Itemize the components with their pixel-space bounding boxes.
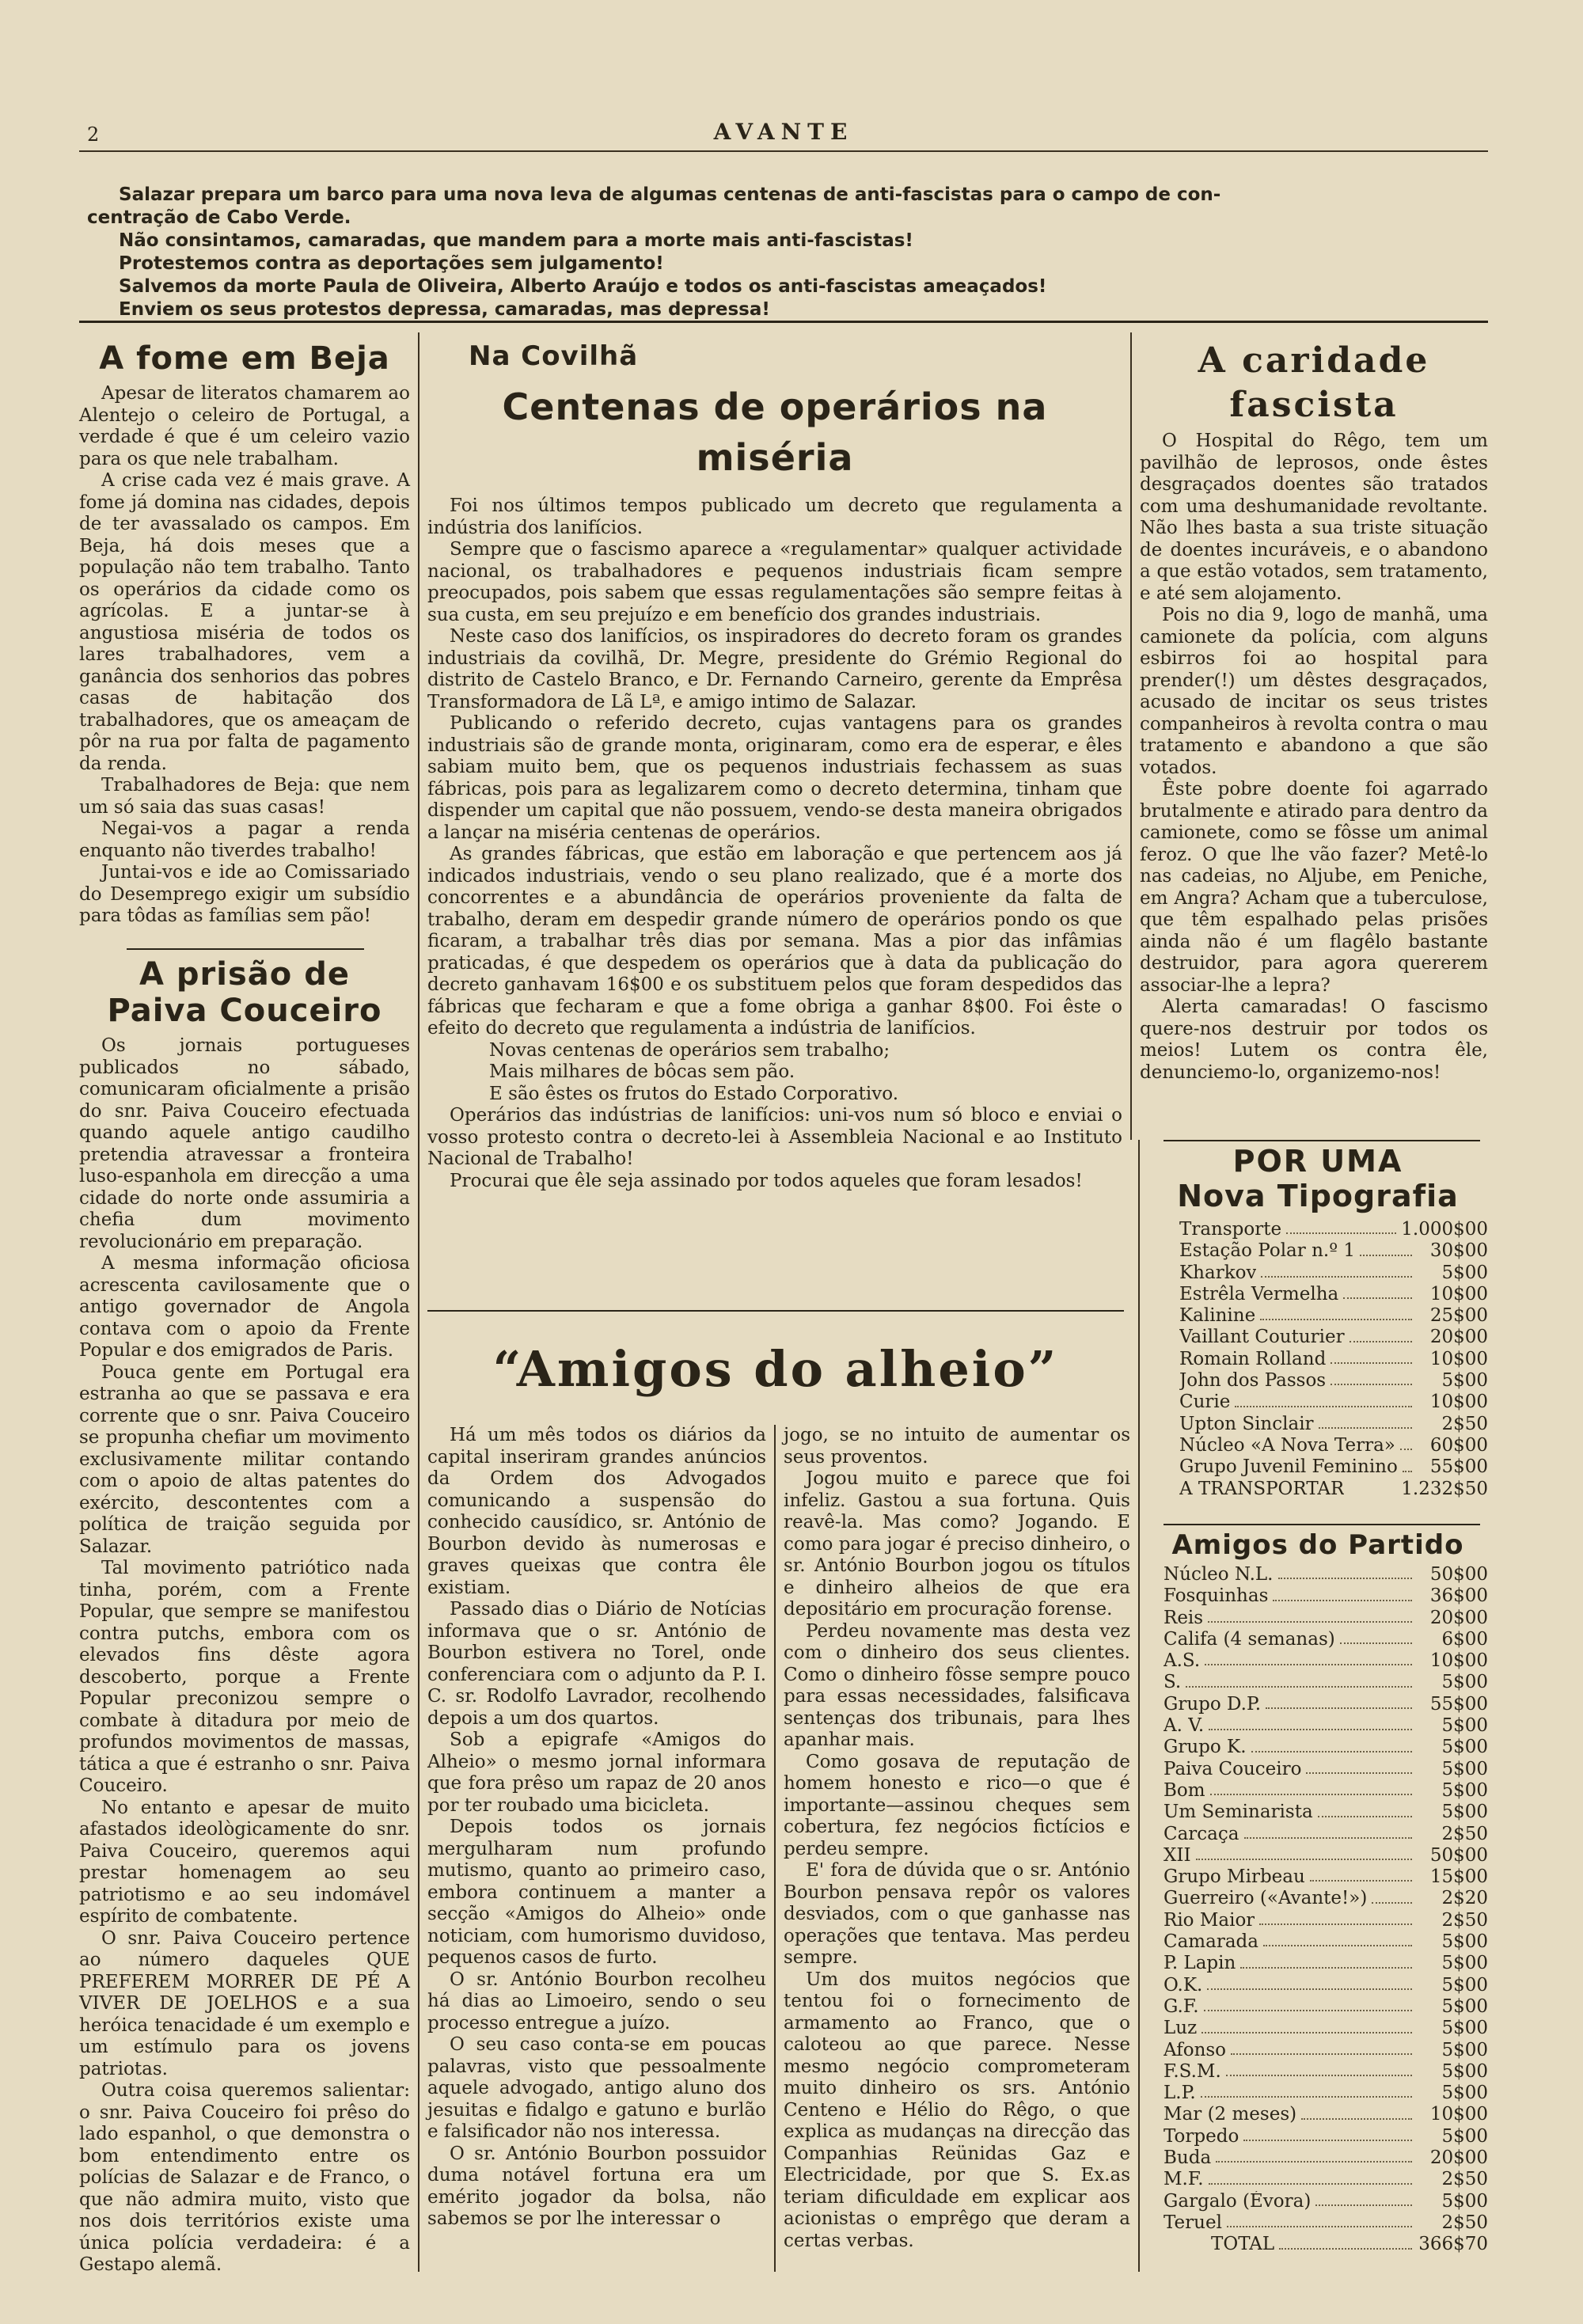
item-name: A.S. (1164, 1650, 1201, 1672)
column-separator (1138, 1140, 1140, 2272)
article-title: “Amigos do alheio” (492, 1340, 1059, 1398)
leader-dots (1259, 1910, 1412, 1925)
item-value: 10$00 (1429, 1283, 1488, 1304)
leader-dots (1286, 1219, 1396, 1234)
paragraph: E' fora de dúvida que o sr. António Bourbon pensava repôr os valores desviados, com o que ganhasse nas operações que tentava. Mas perdeu sempre. (784, 1860, 1130, 1968)
paragraph: No entanto e apesar de muito afastados ideològicamente do snr. Paiva Couceiro, queremos aqui prestar homenagem ao seu patriotismo e ao seu indomável espírito de combatente. (79, 1797, 410, 1927)
item-value: 15$00 (1429, 1866, 1488, 1888)
column-separator (418, 332, 419, 2272)
leader-dots (1350, 1327, 1412, 1342)
paragraph: Jogou muito e parece que foi infeliz. Gastou a sua fortuna. Quis reavê-la. Mas como? Jogando. E como para jogar é preciso dinheiro, o sr. António Bourbon jogou os títulos e dinheiro alheios de que era depositário em procuração forense. (784, 1468, 1130, 1620)
paragraph: Sob a epigrafe «Amigos do Alheio» o mesmo jornal informara que fora prêso um rapaz de 20 anos por ter roubado uma bicicleta. (427, 1730, 766, 1816)
article-title: A caridade (1198, 340, 1430, 381)
leader-dots (1201, 2083, 1412, 2098)
banner-line: Enviem os seus protestos depressa, camaradas, mas depressa! (119, 299, 770, 320)
paragraph: Pouca gente em Portugal era estranha ao que se passava e era corrente que o snr. Paiva Couceiro se propunha chefiar um movimento exclusivamente militar contando com o apoio de altas patentes do exército, descontentes com a política de traição seguida por Salazar. (79, 1361, 410, 1557)
item-name: Fosquinhas (1164, 1585, 1269, 1607)
paragraph: O seu caso conta-se em poucas palavras, visto que pessoalmente aquele advogado, antigo aluno dos jesuitas e fidalgo e gatuno e burlão e falsificador não nos interessa. (427, 2034, 766, 2142)
item-value: 5$00 (1441, 1996, 1488, 2017)
list-item (1164, 2212, 1488, 2234)
article-beja (79, 339, 410, 928)
leader-dots (1372, 1888, 1412, 1903)
list-item (1164, 1953, 1488, 1974)
column-separator (1130, 332, 1132, 1140)
paragraph: A mesma informação oficiosa acrescenta cavilosamente que o antigo governador de Angola contava com o apoio da Frente Popular e dos emigrados de Paris. (79, 1253, 410, 1361)
leader-dots (1227, 2212, 1412, 2227)
item-value: 1.000$00 (1401, 1219, 1488, 1240)
item-name: Califa (4 semanas) (1164, 1628, 1335, 1650)
list-item (1164, 1672, 1488, 1693)
paragraph: Os jornais portugueses publicados no sábado, comunicaram oficialmente a prisão do snr. Paiva Couceiro efectuada quando aquele antigo caudilho pretendia atravessar a fronteira luso-espanhola em direcção a uma cidade do norte onde assumiria a chefia dum movimento revolucionário em preparação. (79, 1035, 410, 1252)
list-title: Nova Tipografia (1177, 1179, 1459, 1213)
item-value: 5$00 (1441, 2083, 1488, 2104)
list-item (1164, 1824, 1488, 1845)
paragraph: Como gosava de reputação de homem honesto e rico—o que é importante—assinou cheques sem cobertura, fez negócios fictícios e perdeu sempre. (784, 1751, 1130, 1859)
paragraph: Apesar de literatos chamarem ao Alentejo o celeiro de Portugal, a verdade é que é um celeiro vazio para os que nele trabalham. (79, 383, 410, 469)
item-name: Luz (1164, 2018, 1198, 2039)
leader-dots (1306, 1759, 1412, 1774)
item-value: 5$00 (1441, 2039, 1488, 2060)
list-item (1179, 1284, 1488, 1305)
paragraph: Negai-vos a pagar a renda enquanto não tiverdes trabalho! (79, 818, 410, 861)
item-value: 5$00 (1441, 1953, 1488, 1974)
paragraph: Neste caso dos lanifícios, os inspiradores do decreto foram os grandes industriais da covilhã, Dr. Megre, presidente do Grémio Regional do distrito de Castelo Branco, e Dr. Fernando Carneiro, gerente da Emprêsa Transformadora de Lã Lª, e amigo intimo de Salazar. (427, 626, 1122, 712)
item-value: 10$00 (1429, 1650, 1488, 1672)
leader-dots (1273, 1585, 1412, 1601)
leader-dots (1209, 2169, 1412, 2184)
item-name: F.S.M. (1164, 2060, 1221, 2082)
leader-dots (1301, 2104, 1412, 2119)
list-item (1164, 1780, 1488, 1802)
column-separator (774, 1425, 776, 2272)
banner-line: Salazar prepara um barco para uma nova leva de algumas centenas de anti-fascistas para o campo de con- (119, 184, 1221, 205)
leader-dots (1210, 1780, 1412, 1795)
list-title: POR UMA (1232, 1144, 1403, 1179)
list-item (1164, 1585, 1488, 1607)
item-value: 5$00 (1441, 1672, 1488, 1693)
leader-dots (1318, 1802, 1412, 1817)
list-item (1179, 1349, 1488, 1370)
list-item (1164, 1975, 1488, 1996)
article-title: A prisão de (139, 956, 350, 993)
leader-dots (1235, 1392, 1412, 1407)
paragraph: O Hospital do Rêgo, tem um pavilhão de leprosos, onde êstes desgraçados doentes são tratados com uma deshumanidade revoltante. Não lhes basta a sua triste situação de doentes incuráveis, e o abandono a que estão votados, sem tratamento, e até sem alojamento. (1140, 431, 1488, 604)
paragraph: Passado dias o Diário de Notícias informava que o sr. António de Bourbon estivera no Torel, onde conferenciara com o adjunto da P. I. C. sr. Rodolfo Lavrador, recolhendo depois a um dos quartos. (427, 1599, 766, 1729)
list-item (1179, 1327, 1488, 1348)
paragraph: Operários das indústrias de lanifícios: uni-vos num só bloco e enviai o vosso protesto contra o decreto-lei à Assembleia Nacional e ao Instituto Nacional de Trabalho! (427, 1105, 1122, 1169)
article-kicker: Na Covilhã (469, 340, 639, 372)
leader-dots (1340, 1629, 1412, 1644)
paragraph: Outra coisa queremos salientar: o snr. Paiva Couceiro foi prêso do lado espanhol, o que demonstra o bom entendimento entre os polícias de Salazar e de Franco, o que não admira muito, visto que nos dois territórios existe uma única polícia verdadeira: é a Gestapo alemã. (79, 2080, 410, 2275)
leader-dots (1240, 1953, 1412, 1968)
paragraph: Publicando o referido decreto, cujas vantagens para os grandes industriais são de grande monta, originaram, como era de esperar, e êles sabiam muito bem, que os pequenos industriais fechassem as suas fábricas, pois para as legalizarem como o decreto determina, tinham que dispender um capital que não possuem, vendo-se desta maneira obrigados a lançar na miséria centenas de operários. (427, 713, 1122, 843)
item-name: Bom (1164, 1779, 1205, 1801)
leader-dots (1310, 1866, 1412, 1882)
item-value: 2$20 (1441, 1888, 1488, 1909)
item-value: 5$00 (1441, 2018, 1488, 2039)
list-item (1179, 1435, 1488, 1456)
paragraph: Depois todos os jornais mergulharam num profundo mutismo, quanto ao primeiro caso, embora continuem a manter a secção «Amigos do Alheio» onde noticiam, com humorismo duvidoso, pequenos casos de furto. (427, 1817, 766, 1968)
item-name: John dos Passos (1179, 1370, 1327, 1392)
item-value: 5$00 (1441, 1715, 1488, 1737)
leader-dots (1208, 1608, 1412, 1623)
item-value: 5$00 (1441, 2190, 1488, 2212)
paragraph: Trabalhadores de Beja: que nem um só saia das suas casas! (79, 775, 410, 818)
leader-dots (1360, 1240, 1412, 1255)
item-value: 55$00 (1429, 1456, 1488, 1478)
list-item (1179, 1414, 1488, 1435)
list-item (1164, 1845, 1488, 1866)
list-item (1164, 1931, 1488, 1953)
item-value: 10$00 (1429, 1348, 1488, 1369)
leader-dots (1331, 1349, 1412, 1364)
list-item (1164, 2083, 1488, 2104)
total-label: A TRANSPORTAR (1179, 1478, 1345, 1499)
item-value: 5$00 (1441, 1370, 1488, 1392)
item-name: Carcaça (1164, 1823, 1239, 1844)
total-value: 1.232$50 (1401, 1478, 1488, 1499)
divider (427, 1310, 1124, 1312)
paragraph: Foi nos últimos tempos publicado um decreto que regulamenta a indústria dos lanifícios. (427, 496, 1122, 538)
list-item (1164, 2061, 1488, 2083)
item-value: 10$00 (1429, 1392, 1488, 1413)
list-total (1148, 2234, 1488, 2255)
list-item (1179, 1219, 1488, 1240)
item-name: S. (1164, 1672, 1182, 1693)
subscription-list-partido (1148, 1528, 1488, 2256)
subscription-list-tipografia (1148, 1145, 1488, 1500)
list-item (1164, 1629, 1488, 1650)
article-title: Centenas de operários na miséria (502, 385, 1048, 479)
item-value: 30$00 (1429, 1240, 1488, 1262)
paragraph: Procurai que êle seja assinado por todos aqueles que foram lesados! (450, 1170, 1083, 1191)
leader-dots (1400, 1435, 1412, 1450)
leader-dots (1266, 1694, 1412, 1709)
leader-dots (1196, 1845, 1412, 1860)
paragraph: jogo, se no intuito de aumentar os seus proventos. (784, 1425, 1130, 1468)
list-item (1164, 2169, 1488, 2190)
item-name: Um Seminarista (1164, 1802, 1313, 1823)
list-item (1179, 1392, 1488, 1413)
article-amigos-alheio-right (784, 1425, 1130, 2252)
item-value: 2$50 (1441, 2212, 1488, 2233)
total-value: 366$70 (1418, 2234, 1488, 2255)
paragraph: O snr. Paiva Couceiro pertence ao número daqueles QUE PREFEREM MORRER DE PÉ A VIVER DE JOELHOS e a sua heróica tenacidade é um exemplo e um estímulo para os jovens patriotas. (79, 1927, 410, 2079)
banner-line: centração de Cabo Verde. (87, 207, 351, 228)
leader-dots (1204, 1996, 1412, 2011)
item-name: Rio Maior (1164, 1909, 1255, 1931)
item-name: Paiva Couceiro (1164, 1758, 1302, 1779)
list-item (1164, 1608, 1488, 1629)
item-value: 2$50 (1441, 1823, 1488, 1844)
paragraph: Pois no dia 9, logo de manhã, uma camionete da polícia, com alguns esbirros foi ao hospital para prender(!) um dêstes desgraçados, acusado de incitar os seus tristes companheiros à revolta contra o mau tratamento e abandono a que são votados. (1140, 605, 1488, 778)
item-name: Estrêla Vermelha (1179, 1283, 1339, 1304)
leader-dots (1263, 1931, 1412, 1946)
list-total (1148, 1479, 1488, 1500)
item-name: L.P. (1164, 2083, 1196, 2104)
item-name: G.F. (1164, 1996, 1199, 2017)
item-value: 5$00 (1441, 1758, 1488, 1779)
item-value: 2$50 (1441, 1413, 1488, 1434)
list-item (1164, 2126, 1488, 2147)
item-name: Mar (2 meses) (1164, 2104, 1297, 2125)
item-name: Núcleo «A Nova Terra» (1179, 1434, 1395, 1456)
item-name: Guerreiro («Avante!») (1164, 1888, 1368, 1909)
article-title: fascista (1229, 385, 1399, 425)
banner-line: Não consintamos, camaradas, que mandem para a morte mais anti-fascistas! (119, 230, 913, 251)
article-caridade (1140, 339, 1488, 1084)
list-item (1179, 1456, 1488, 1478)
list-item (1179, 1240, 1488, 1262)
list-item (1164, 2040, 1488, 2061)
paragraph: Tal movimento patriótico nada tinha, porém, com a Frente Popular, que sempre se manifestou contra putchs, embora com os elevados fins dêste agora descoberto, porque a Frente Popular preconizou sempre o combate à ditadura por meio de profundos movimentos de massas, tática a que é estranho o snr. Paiva Couceiro. (79, 1558, 410, 1796)
item-value: 5$00 (1441, 1974, 1488, 1996)
paragraph: Perdeu novamente mas desta vez com o dinheiro dos seus clientes. Como o dinheiro fôsse sempre pouco para essas necessidades, falsificava sentenças dos tribunais, para lhes apanhar mais. (784, 1620, 1130, 1750)
paragraph: Alerta camaradas! O fascismo quere-nos destruir por todos os meios! Lutem os contra êle, denunciemo-lo, organizemo-nos! (1140, 997, 1488, 1083)
list-item (1164, 1802, 1488, 1823)
divider (79, 321, 1488, 323)
leader-dots (1186, 1672, 1412, 1687)
article-title: A fome em Beja (99, 340, 390, 377)
list-item (1164, 2191, 1488, 2212)
divider (127, 948, 364, 950)
newspaper-name: AVANTE (713, 119, 854, 145)
leader-dots (1205, 1650, 1412, 1665)
paragraph: Juntai-vos e ide ao Comissariado do Desemprego exigir um subsídio para tôdas as famílias sem pão! (79, 862, 410, 926)
paragraph: O sr. António Bourbon possuidor duma notável fortuna era um emérito jogador da bolsa, não sabemos se por lhe interessar o (427, 2143, 766, 2229)
leader-dots (1209, 1715, 1412, 1730)
leader-dots (1261, 1263, 1412, 1278)
leader-dots (1207, 1975, 1412, 1990)
item-name: Romain Rolland (1179, 1348, 1327, 1369)
paragraph: Há um mês todos os diários da capital inseriram grandes anúncios da Ordem dos Advogados comunicando a suspensão do conhecido causídico, sr. António de Bourbon devido às numerosas e graves queixas que contra êle existiam. (427, 1425, 766, 1598)
article-title: Paiva Couceiro (107, 993, 382, 1029)
item-name: Reis (1164, 1607, 1204, 1628)
item-value: 5$00 (1441, 2125, 1488, 2147)
item-value: 5$00 (1441, 1737, 1488, 1758)
list-item (1164, 1759, 1488, 1780)
banner-line: Protestemos contra as deportações sem julgamento! (119, 253, 664, 274)
list-item (1164, 1564, 1488, 1585)
item-value: 50$00 (1429, 1844, 1488, 1866)
list-item (1164, 1694, 1488, 1715)
item-name: Teruel (1164, 2212, 1222, 2233)
item-name: Curie (1179, 1392, 1231, 1413)
list-item (1164, 1888, 1488, 1909)
leader-dots (1315, 2191, 1412, 2206)
item-name: Kalinine (1179, 1305, 1256, 1327)
list-item (1164, 1715, 1488, 1737)
item-value: 2$50 (1441, 1909, 1488, 1931)
item-name: Camarada (1164, 1931, 1258, 1953)
item-name: Núcleo N.L. (1164, 1564, 1274, 1585)
leader-dots (1260, 1305, 1412, 1320)
item-name: M.F. (1164, 2169, 1204, 2190)
item-name: Upton Sinclair (1179, 1413, 1314, 1434)
paragraph: Um dos muitos negócios que tentou foi o fornecimento de armamento ao Franco, que o caloteou ao que parece. Nesse mesmo negócio comprometeram muito dinheiro os srs. António Centeno e Hélio do Rêgo, o que explica as mudanças na direcção das Companhias Reünidas Gaz e Electricidade, por que S. Ex.as teriam dificuldade em explicar aos acionistas o emprêgo que deram a certas verbas. (784, 1969, 1130, 2251)
list-title: Amigos do Partido (1171, 1529, 1464, 1561)
list-item (1164, 2018, 1488, 2039)
item-value: 5$00 (1441, 1262, 1488, 1283)
divider (1164, 1524, 1480, 1525)
item-name: Torpedo (1164, 2125, 1239, 2147)
leader-dots (1201, 2018, 1412, 2033)
list-item (1164, 1866, 1488, 1888)
leader-dots (1216, 2147, 1412, 2163)
item-name: P. Lapin (1164, 1953, 1236, 1974)
page-header (79, 119, 1488, 152)
item-value: 5$00 (1441, 1931, 1488, 1953)
divider (1164, 1140, 1480, 1141)
item-name: Afonso (1164, 2039, 1227, 2060)
item-value: 2$50 (1441, 2169, 1488, 2190)
list-item (1164, 1737, 1488, 1758)
item-name: Grupo Juvenil Feminino (1179, 1456, 1398, 1478)
item-name: A. V. (1164, 1715, 1205, 1737)
total-label: TOTAL (1211, 2234, 1275, 2255)
item-value: 55$00 (1429, 1693, 1488, 1715)
item-name: XII (1164, 1844, 1191, 1866)
item-name: Estação Polar n.º 1 (1179, 1240, 1355, 1262)
list-item (1164, 1650, 1488, 1672)
leader-dots (1243, 2126, 1412, 2141)
item-name: Kharkov (1179, 1262, 1257, 1283)
leader-dots (1319, 1414, 1412, 1429)
item-value: 5$00 (1441, 1802, 1488, 1823)
item-name: O.K. (1164, 1974, 1203, 1996)
page-number: 2 (87, 123, 100, 146)
leader-dots (1343, 1284, 1412, 1299)
leader-dots (1231, 2040, 1412, 2055)
item-value: 5$00 (1441, 1779, 1488, 1801)
list-item (1179, 1263, 1488, 1284)
item-value: 60$00 (1429, 1434, 1488, 1456)
item-name: Grupo K. (1164, 1737, 1247, 1758)
list-item (1179, 1305, 1488, 1327)
item-value: 20$00 (1429, 2147, 1488, 2169)
leader-dots (1244, 1824, 1413, 1839)
item-name: Transporte (1179, 1219, 1282, 1240)
article-paiva-couceiro (79, 956, 410, 2277)
item-value: 5$00 (1441, 2060, 1488, 2082)
paragraph: Mais milhares de bôcas sem pão. (489, 1061, 795, 1082)
item-value: 20$00 (1429, 1607, 1488, 1628)
list-item (1164, 2147, 1488, 2169)
paragraph: Sempre que o fascismo aparece a «regulamentar» qualquer actividade nacional, os trabalhadores e pequenos industriais ficam sempre preocupados, pois sabem que essas regulamentações são sempre feitas à sua custa, em seu prejuízo e em benefício dos grandes industriais. (427, 539, 1122, 625)
item-name: Gargalo (Évora) (1164, 2190, 1312, 2212)
paragraph: As grandes fábricas, que estão em laboração e que pertencem aos já indicados industriais, vendo o seu plano realizado, que é a morte dos concorrentes e a abundância de operários proveniente da falta de trabalho, deram em despedir grande número de operários pondo os que ficaram, a trabalhar três dias por semana. Mas a pior das infâmias praticadas, é que despedem os operários que à data da publicação do decreto ganhavam 16$00 e os substituem pelos que foram despedidos das fábricas que fecharam e que a fome obriga a ganhar 8$00. Foi êste o efeito do decreto que regulamenta a indústria de lanifícios. (427, 844, 1122, 1039)
paragraph: A crise cada vez é mais grave. A fome já domina nas cidades, depois de ter avassalado os campos. Em Beja, há dois meses que a população não tem trabalho. Tanto os operários da cidade como os agrícolas. E a juntar-se à angustiosa miséria de todos os lares trabalhadores, vem a ganância dos senhorios das pobres casas de habitação dos trabalhadores, que os ameaçam de pôr na rua por falta de pagamento da renda. (79, 470, 410, 774)
item-name: Buda (1164, 2147, 1212, 2169)
item-value: 6$00 (1441, 1628, 1488, 1650)
leader-dots (1226, 2061, 1412, 2076)
item-name: Grupo Mirbeau (1164, 1866, 1305, 1888)
item-value: 20$00 (1429, 1327, 1488, 1348)
article-covilha (427, 339, 1122, 1192)
list-item (1164, 2104, 1488, 2125)
item-name: Grupo D.P. (1164, 1693, 1262, 1715)
paragraph: Novas centenas de operários sem trabalho; (489, 1039, 890, 1061)
leader-dots (1331, 1370, 1412, 1385)
banner (87, 184, 1488, 321)
leader-dots (1403, 1456, 1412, 1471)
banner-line: Salvemos da morte Paula de Oliveira, Alberto Araújo e todos os anti-fascistas ameaçados! (119, 276, 1047, 297)
paragraph: Êste pobre doente foi agarrado brutalmente e atirado para dentro da camionete, como se fôsse um animal feroz. O que lhe vão fazer? Metê-lo nas cadeias, no Aljube, em Peniche, em Angra? Acham que a tuberculose, que têm espalhado pelas prisões ainda não é um flagêlo bastante destruidor, para agora quererem associar-lhe a lepra? (1140, 779, 1488, 996)
item-value: 25$00 (1429, 1305, 1488, 1327)
article-amigos-alheio-left (427, 1425, 766, 2231)
leader-dots (1278, 1564, 1413, 1579)
list-item (1179, 1370, 1488, 1392)
item-value: 50$00 (1429, 1564, 1488, 1585)
paragraph: E são êstes os frutos do Estado Corporativo. (489, 1083, 899, 1104)
item-value: 10$00 (1429, 2104, 1488, 2125)
list-item (1164, 1996, 1488, 2018)
paragraph: O sr. António Bourbon recolheu há dias ao Limoeiro, sendo o seu processo entregue a juízo. (427, 1969, 766, 2034)
list-item (1164, 1910, 1488, 1931)
item-value: 36$00 (1429, 1585, 1488, 1607)
leader-dots (1251, 1737, 1412, 1752)
item-name: Vaillant Couturier (1179, 1327, 1345, 1348)
